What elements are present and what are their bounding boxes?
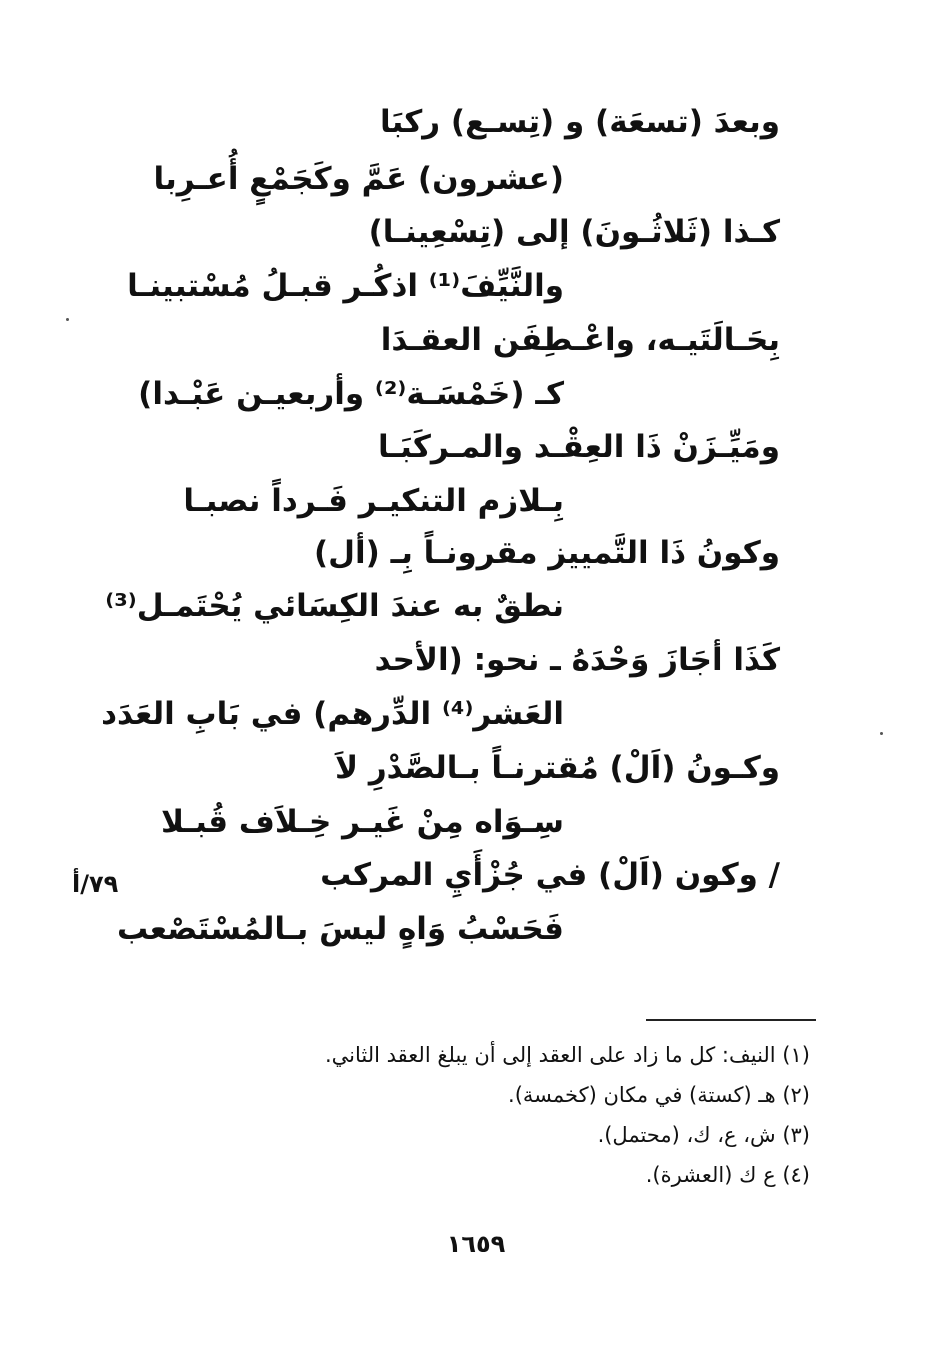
footnote-2: (٢) هـ (كستة) في مكان (كخمسة). [508, 1083, 810, 1107]
verse-line-8: بِـلازم التنكيـر فَـرداً نصبـا [183, 483, 564, 519]
footnote-1: (١) النيف: كل ما زاد على العقد إلى أن يبلغ العقد الثاني. [324, 1043, 810, 1067]
page-number: ١٦٥٩ [446, 1230, 506, 1258]
verse-line-11: كَذَا أجَازَ وَحْدَهُ ـ نحو: (الأحد [374, 642, 780, 678]
verse-line-13: وكـونُ (اَلْ) مُقترنـاً بـالصَّدْرِ لاَ [334, 750, 780, 786]
verse-line-14: سِـوَاه مِنْ غَيـر خِـلاَف قُبـلا [161, 804, 564, 840]
footnote-separator [646, 1019, 816, 1021]
verse-line-10: نطقٌ به عندَ الكِسَائي يُحْتَمـل⁽³⁾ [105, 588, 564, 624]
verse-line-6: كـ (خَمْسَـة⁽²⁾ وأربعيـن عَبْـدا) [138, 376, 564, 412]
verse-line-3: كـذا (ثَلاثُـونَ) إلى (تِسْعِينـا) [368, 214, 780, 250]
verse-line-1: وبعدَ (تسعَة) و (تِسـع) ركبَا [379, 104, 780, 140]
verse-line-7: ومَيِّـزَنْ ذَا العِقْـد والمـركَبَـا [377, 429, 780, 465]
verse-line-2: (عشرون) عَمَّ وكَجَمْعٍ أُعـرِبا [153, 161, 564, 197]
footnote-4: (٤) ع ك (العشرة). [645, 1163, 810, 1187]
footnote-3: (٣) ش، ع، ك، (محتمل). [597, 1123, 810, 1147]
verse-line-5: بِحَـالَتَيـه، واعْـطِفَن العقـدَا [380, 322, 780, 358]
manuscript-folio-note: ٧٩/أ [72, 870, 119, 898]
scan-speck [66, 318, 69, 321]
verse-line-4: والنَّيِّفَ⁽¹⁾ اذكُـر قبـلُ مُسْتبينـا [127, 268, 564, 304]
verse-line-15: / وكون (اَلْ) في جُزْأَيِ المركب [320, 857, 780, 893]
verse-line-9: وكونُ ذَا التَّمييز مقرونـاً بِـ (أل) [313, 535, 780, 571]
scan-speck [880, 732, 883, 735]
verse-line-12: العَشر⁽⁴⁾ الدِّرهم) في بَابِ العَدَد [101, 696, 564, 732]
verse-line-16: فَحَسْبُ وَاهٍ ليسَ بـالمُسْتَصْعب [116, 911, 564, 947]
